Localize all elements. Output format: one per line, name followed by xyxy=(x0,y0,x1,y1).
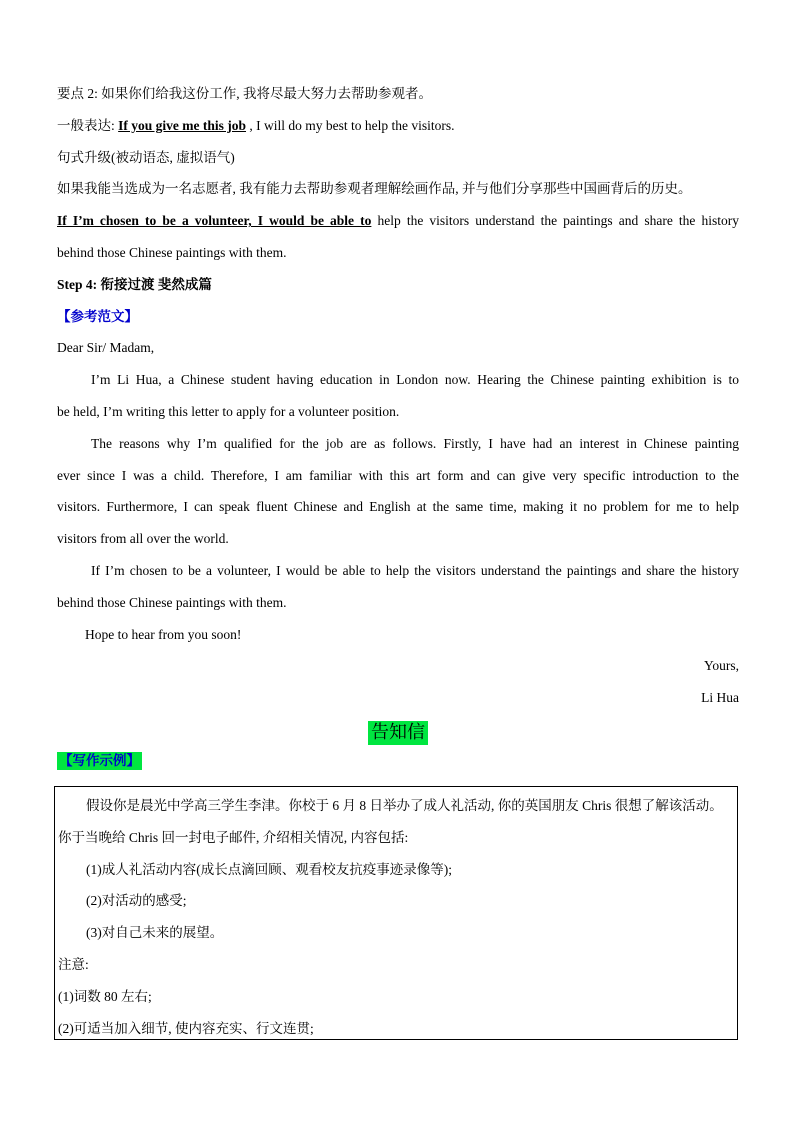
upgrade-english-line2: behind those Chinese paintings with them. xyxy=(57,244,287,260)
para2-line1: The reasons why I’m qualified for the job are as follows. Firstly, I have had an interest in Chinese painting xyxy=(91,435,739,451)
general-label: 一般表达: xyxy=(57,117,119,133)
letter-signoff: Yours, xyxy=(703,658,739,674)
document-body xyxy=(57,78,739,772)
para2-line2: ever since I was a child. Therefore, I am familiar with this art form and can give very specific introduction to the xyxy=(57,467,739,483)
para2-line3: visitors. Furthermore, I can speak fluent Chinese and English at the same time, making it no problem for me to help xyxy=(57,499,739,515)
para3-line2: behind those Chinese paintings with them. xyxy=(57,594,287,610)
para2-line4: visitors from all over the world. xyxy=(57,531,229,547)
sample-tag: 【参考范文】 xyxy=(57,308,138,324)
section-title: 告知信 xyxy=(368,721,428,745)
point2-heading: 要点 2: 如果你们给我这份工作, 我将尽最大努力去帮助参观者。 xyxy=(57,86,432,101)
upgrade-bold-phrase: If I’m chosen to be a volunteer, I would be able to xyxy=(57,213,372,229)
para1-line1: I’m Li Hua, a Chinese student having education in London now. Hearing the Chinese painting exhibition is to xyxy=(91,372,739,388)
general-rest: , I will do my best to help the visitors. xyxy=(246,117,455,133)
task-item2: (2)对活动的感受; xyxy=(86,893,187,909)
letter-name: Li Hua xyxy=(701,690,739,706)
step4-heading: Step 4: 衔接过渡 斐然成篇 xyxy=(57,276,212,292)
task-box xyxy=(54,786,738,1040)
task-line1: 假设你是晨光中学高三学生李津。你校于 6 月 8 日举办了成人礼活动, 你的英国朋友 Chris 很想了解该活动。 xyxy=(86,798,723,813)
task-item3: (3)对自己未来的展望。 xyxy=(86,925,224,941)
section-tag-row xyxy=(57,750,739,772)
task-note1: (1)词数 80 左右; xyxy=(58,988,152,1004)
upgrade-english-rest: help the visitors understand the paintings and share the history xyxy=(371,213,739,229)
general-expression xyxy=(57,110,739,142)
task-note2: (2)可适当加入细节, 使内容充实、行文连贯; xyxy=(58,1020,314,1036)
task-box-content xyxy=(58,790,738,1044)
para1-line2: be held, I’m writing this letter to apply for a volunteer position. xyxy=(57,403,400,419)
letter-closing: Hope to hear from you soon! xyxy=(85,626,242,642)
upgrade-english-line1 xyxy=(57,205,739,237)
para3-line1: If I’m chosen to be a volunteer, I would be able to help the visitors understand the paintings and share the history xyxy=(91,562,739,578)
task-note-label: 注意: xyxy=(58,956,89,972)
general-bold-phrase: If you give me this job xyxy=(118,117,247,133)
section-title-row xyxy=(57,714,739,750)
task-line2: 你于当晚给 Chris 回一封电子邮件, 介绍相关情况, 内容包括: xyxy=(58,829,409,845)
task-item1: (1)成人礼活动内容(成长点滴回顾、观看校友抗疫事迹录像等); xyxy=(86,861,452,877)
section-tag: 【写作示例】 xyxy=(59,752,140,768)
upgrade-label: 句式升级(被动语态, 虚拟语气) xyxy=(57,149,235,165)
letter-greeting: Dear Sir/ Madam, xyxy=(57,340,155,356)
upgrade-chinese: 如果我能当选成为一名志愿者, 我有能力去帮助参观者理解绘画作品, 并与他们分享那些中国画背后的历史。 xyxy=(57,181,692,197)
